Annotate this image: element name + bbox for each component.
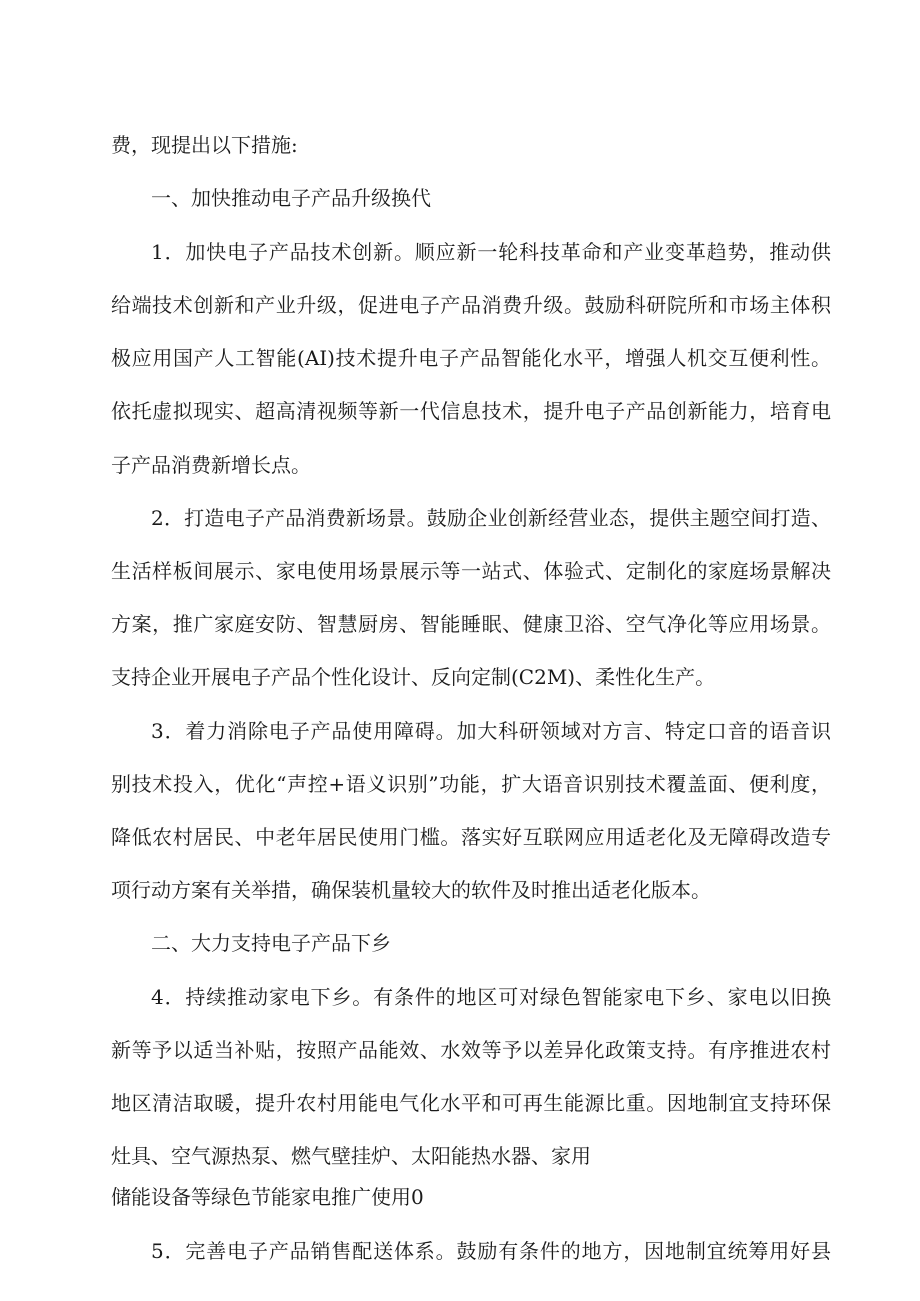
section-heading: 二、大力支持电子产品下乡 — [151, 931, 391, 955]
paragraph-line: 新等予以适当补贴，按照产品能效、水效等予以差异化政策支持。有序推进农村 — [111, 1038, 831, 1062]
paragraph-line: 地区清洁取暖，提升农村用能电气化水平和可再生能源比重。因地制宜支持环保 — [111, 1091, 831, 1115]
paragraph-line: 给端技术创新和产业升级，促进电子产品消费升级。鼓励科研院所和市场主体积 — [111, 293, 831, 317]
paragraph-line: 生活样板间展示、家电使用场景展示等一站式、体验式、定制化的家庭场景解决 — [111, 559, 831, 583]
paragraph-line: 灶具、空气源热泵、燃气壁挂炉、太阳能热水器、家用 — [111, 1144, 591, 1168]
paragraph-line: 方案，推广家庭安防、智慧厨房、智能睡眠、健康卫浴、空气净化等应用场景。 — [111, 612, 831, 636]
paragraph-line: 4．持续推动家电下乡。有条件的地区可对绿色智能家电下乡、家电以旧换 — [151, 985, 831, 1009]
paragraph-line: 极应用国产人工智能(AI)技术提升电子产品智能化水平，增强人机交互便利性。 — [111, 346, 831, 370]
paragraph-line: 5．完善电子产品销售配送体系。鼓励有条件的地方，因地制宜统筹用好县 — [151, 1239, 831, 1263]
paragraph-line: 3．着力消除电子产品使用障碍。加大科研领域对方言、特定口音的语音识 — [151, 719, 831, 743]
paragraph-line: 2．打造电子产品消费新场景。鼓励企业创新经营业态，提供主题空间打造、 — [151, 506, 831, 530]
paragraph-line: 费，现提出以下措施: — [111, 133, 298, 157]
paragraph-line: 别技术投入，优化“声控+语义识别”功能，扩大语音识别技术覆盖面、便利度， — [111, 772, 831, 796]
paragraph-line: 依托虚拟现实、超高清视频等新一代信息技术，提升电子产品创新能力，培育电 — [111, 399, 831, 423]
section-heading: 一、加快推动电子产品升级换代 — [151, 186, 431, 210]
paragraph-line: 支持企业开展电子产品个性化设计、反向定制(C2M)、柔性化生产。 — [111, 665, 716, 689]
paragraph-line: 子产品消费新增长点。 — [111, 453, 311, 477]
paragraph-line: 1．加快电子产品技术创新。顺应新一轮科技革命和产业变革趋势，推动供 — [151, 240, 831, 264]
paragraph-line: 项行动方案有关举措，确保装机量较大的软件及时推出适老化版本。 — [111, 878, 711, 902]
paragraph-line: 降低农村居民、中老年居民使用门槛。落实好互联网应用适老化及无障碍改造专 — [111, 825, 831, 849]
paragraph-line: 储能设备等绿色节能家电推广使用0 — [111, 1185, 424, 1209]
